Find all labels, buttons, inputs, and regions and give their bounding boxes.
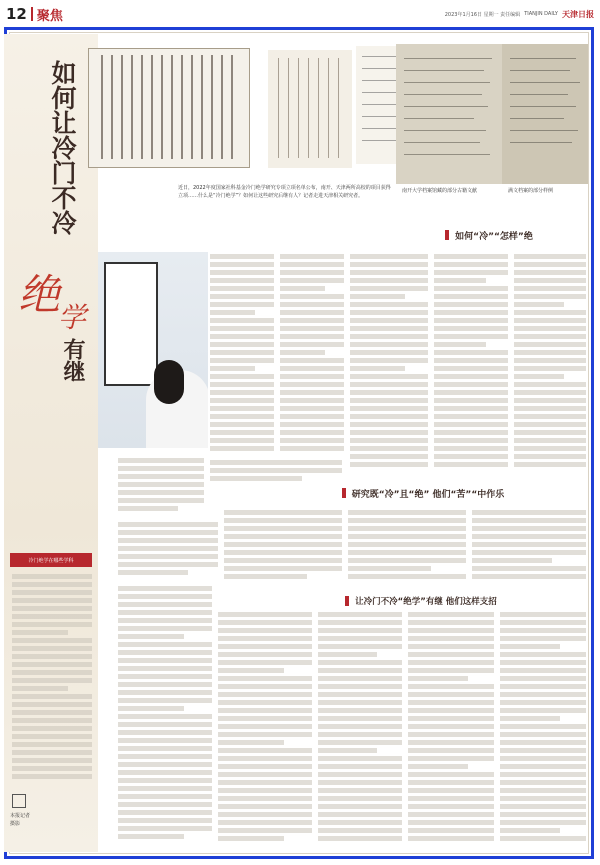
researcher-hair <box>154 360 184 404</box>
title-tail: 有继 <box>60 338 86 382</box>
subhead-1 <box>392 228 586 242</box>
sidebar-text <box>12 574 92 788</box>
archive-photo-2 <box>502 44 588 184</box>
lead-paragraph: 近日，2022年度国家社科基金冷门绝学研究专项立项名单公布，南开、天津两所高校的项目获得立项……什么是“冷门绝学”？如何让这些研究后继有人？记者走进天津相关研究者。 <box>178 185 391 199</box>
subhead-1-text: 如何“冷”“怎样”绝 <box>455 231 533 242</box>
archive-photo-1 <box>396 44 504 184</box>
body-column-12 <box>118 586 212 848</box>
title-emphasis-jue: 绝 <box>18 270 61 319</box>
body-column-13 <box>218 612 312 848</box>
byline <box>10 812 90 828</box>
body-column-9 <box>224 510 342 582</box>
body-column-2 <box>280 254 344 454</box>
sidebar-tag: 冷门绝学在哪些学科 <box>10 553 92 567</box>
section-label: 聚焦 <box>36 8 63 24</box>
subhead-2 <box>278 486 568 500</box>
byline-photo: 摄影 <box>10 821 21 827</box>
researcher-photo <box>98 252 208 448</box>
body-column-4 <box>434 254 508 476</box>
vertical-caption-photo <box>196 280 206 370</box>
body-column-15 <box>408 612 494 848</box>
body-column-6 <box>118 458 204 518</box>
qr-code-icon <box>12 794 26 808</box>
vertical-caption-1 <box>256 52 266 152</box>
byline-reporter: 本报记者 <box>10 813 31 819</box>
body-column-1 <box>210 254 274 454</box>
caption-archive-2: 满文档案的部分样例 <box>508 188 554 194</box>
page-title: 如何让冷门不冷 <box>48 60 77 235</box>
body-column-5 <box>514 254 586 476</box>
paper-name-en: TIANJIN DAILY <box>524 11 558 17</box>
body-column-3 <box>350 254 428 476</box>
title-emphasis-xue: 学 <box>58 301 87 334</box>
paper-logo: 天津日报 <box>562 8 594 19</box>
header-divider <box>31 7 33 21</box>
caption-archive-1: 南开大学档案馆藏的部分古籍文献 <box>402 188 478 194</box>
body-column-16 <box>500 612 586 848</box>
page-number: 12 <box>6 5 27 23</box>
body-column-11 <box>472 510 586 582</box>
manuscript-photo-1 <box>88 48 250 168</box>
header-date: 2023年1月16日 星期一 责任编辑 <box>444 11 521 18</box>
body-column-8 <box>118 522 218 580</box>
body-column-14 <box>318 612 402 848</box>
subhead-3-text: 让冷门不冷“绝学”有继 他们这样支招 <box>355 597 497 607</box>
display-screen <box>104 262 158 386</box>
subhead-2-text: 研究既“冷”且“绝” 他们“苦”“中作乐 <box>351 489 505 500</box>
body-column-10 <box>348 510 466 582</box>
page-header <box>6 4 594 24</box>
subhead-3 <box>286 594 556 608</box>
manuscript-photo-2 <box>268 50 352 168</box>
